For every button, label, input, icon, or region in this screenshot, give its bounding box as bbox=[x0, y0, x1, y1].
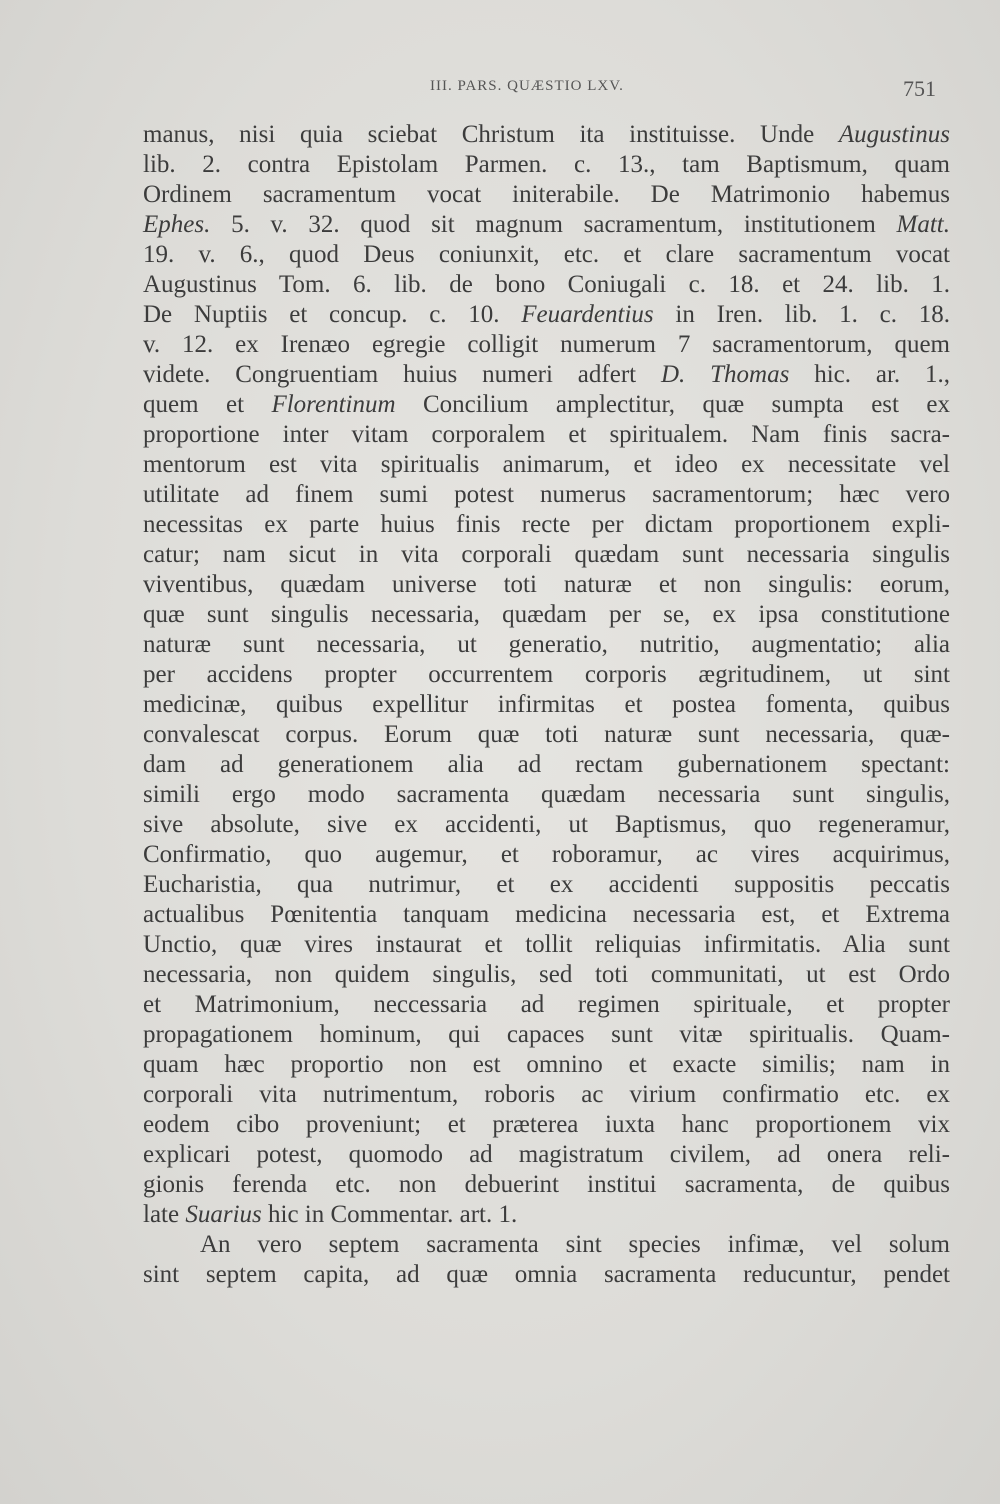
text-segment: late bbox=[143, 1201, 186, 1228]
text-segment: explicari potest, quomodo ad magistratum civilem, ad onera reli- bbox=[143, 1141, 950, 1168]
text-segment: sive absolute, sive ex accidenti, ut Baptismus, quo regeneramur, bbox=[143, 811, 950, 838]
italic-text: Augustinus bbox=[838, 121, 950, 148]
text-line bbox=[143, 750, 950, 780]
text-segment: videte. Congruentiam huius numeri adfert bbox=[143, 361, 661, 388]
text-line bbox=[143, 360, 950, 390]
italic-text: Ephes. bbox=[143, 211, 211, 238]
text-segment: Augustinus Tom. 6. lib. de bono Coniugali c. 18. et 24. lib. 1. bbox=[143, 271, 950, 298]
running-title: III. PARS. QUÆSTIO LXV. bbox=[430, 78, 624, 94]
text-segment: 5. v. 32. quod sit magnum sacramentum, institutionem bbox=[210, 211, 897, 238]
text-line bbox=[143, 1200, 950, 1230]
text-line bbox=[143, 960, 950, 990]
text-line bbox=[143, 1260, 950, 1290]
text-line bbox=[143, 1170, 950, 1200]
text-segment: gionis ferenda etc. non debuerint institui sacramenta, de quibus bbox=[143, 1171, 950, 1198]
text-line bbox=[143, 840, 950, 870]
text-segment: quam hæc proportio non est omnino et exacte similis; nam in bbox=[143, 1051, 950, 1078]
text-line bbox=[143, 990, 950, 1020]
text-segment: 19. v. 6., quod Deus coniunxit, etc. et clare sacramentum vocat bbox=[143, 241, 950, 268]
text-segment: quæ sunt singulis necessaria, quædam per se, ex ipsa constitutione bbox=[143, 601, 950, 628]
italic-text: D. Thomas bbox=[660, 361, 790, 388]
text-line bbox=[143, 930, 950, 960]
text-segment: lib. 2. contra Epistolam Parmen. c. 13., tam Baptismum, quam bbox=[143, 151, 950, 178]
text-line bbox=[143, 630, 950, 660]
text-segment: hic in Commentar. art. 1. bbox=[261, 1201, 518, 1228]
text-segment: viventibus, quædam universe toti naturæ et non singulis: eorum, bbox=[143, 571, 950, 598]
text-line bbox=[143, 480, 950, 510]
text-line bbox=[143, 330, 950, 360]
text-line bbox=[143, 780, 950, 810]
text-segment: Confirmatio, quo augemur, et roboramur, ac vires acquirimus, bbox=[143, 841, 950, 868]
text-line bbox=[143, 300, 950, 330]
text-segment: corporali vita nutrimentum, roboris ac virium confirmatio etc. ex bbox=[143, 1081, 950, 1108]
italic-text: Feuardentius bbox=[521, 301, 654, 328]
text-line bbox=[143, 870, 950, 900]
italic-text: Suarius bbox=[185, 1201, 262, 1228]
page-number: 751 bbox=[903, 76, 936, 101]
text-line bbox=[143, 390, 950, 420]
text-segment: An vero septem sacramenta sint species infimæ, vel solum bbox=[200, 1231, 950, 1258]
text-segment: necessitas ex parte huius finis recte per dictam proportionem expli- bbox=[143, 511, 950, 538]
text-segment: actualibus Pœnitentia tanquam medicina necessaria est, et Extrema bbox=[143, 901, 950, 928]
text-line bbox=[143, 540, 950, 570]
text-line bbox=[143, 1140, 950, 1170]
text-line bbox=[143, 510, 950, 540]
text-line bbox=[143, 1230, 950, 1260]
italic-text: Florentinum bbox=[271, 391, 396, 418]
text-line bbox=[143, 660, 950, 690]
text-segment: simili ergo modo sacramenta quædam necessaria sunt singulis, bbox=[143, 781, 950, 808]
text-segment: naturæ sunt necessaria, ut generatio, nutritio, augmentatio; alia bbox=[143, 631, 950, 658]
text-segment: utilitate ad finem sumi potest numerus sacramentorum; hæc vero bbox=[143, 481, 950, 508]
text-segment: De Nuptiis et concup. c. 10. bbox=[143, 301, 522, 328]
text-line bbox=[143, 810, 950, 840]
text-segment: mentorum est vita spiritualis animarum, et ideo ex necessitate vel bbox=[143, 451, 950, 478]
text-line bbox=[143, 450, 950, 480]
text-segment: et Matrimonium, neccessaria ad regimen spirituale, et propter bbox=[143, 991, 950, 1018]
text-segment: catur; nam sicut in vita corporali quædam sunt necessaria singulis bbox=[143, 541, 950, 568]
text-segment: propagationem hominum, qui capaces sunt vitæ spiritualis. Quam- bbox=[143, 1021, 950, 1048]
running-head bbox=[0, 76, 1000, 102]
italic-text: Matt. bbox=[896, 211, 950, 238]
text-line bbox=[143, 900, 950, 930]
text-segment: Ordinem sacramentum vocat initerabile. De Matrimonio habemus bbox=[143, 181, 950, 208]
text-segment: hic. ar. 1., bbox=[789, 361, 951, 388]
text-body bbox=[143, 120, 950, 1290]
text-line bbox=[143, 420, 950, 450]
text-line bbox=[143, 120, 950, 150]
text-segment: quem et bbox=[143, 391, 272, 418]
text-line bbox=[143, 270, 950, 300]
text-segment: Eucharistia, qua nutrimur, et ex accidenti suppositis peccatis bbox=[143, 871, 950, 898]
text-segment: per accidens propter occurrentem corporis ægritudinem, ut sint bbox=[143, 661, 950, 688]
text-line bbox=[143, 720, 950, 750]
text-line bbox=[143, 570, 950, 600]
text-line bbox=[143, 210, 950, 240]
text-segment: in Iren. lib. 1. c. 18. bbox=[653, 301, 950, 328]
text-segment: dam ad generationem alia ad rectam gubernationem spectant: bbox=[143, 751, 950, 778]
text-segment: sint septem capita, ad quæ omnia sacramenta reducuntur, pendet bbox=[143, 1261, 950, 1288]
text-segment: manus, nisi quia sciebat Christum ita instituisse. Unde bbox=[143, 121, 839, 148]
text-line bbox=[143, 1020, 950, 1050]
text-segment: necessaria, non quidem singulis, sed toti communitati, ut est Ordo bbox=[143, 961, 950, 988]
text-line bbox=[143, 240, 950, 270]
text-line bbox=[143, 180, 950, 210]
text-line bbox=[143, 1050, 950, 1080]
text-segment: Concilium amplectitur, quæ sumpta est ex bbox=[395, 391, 950, 418]
text-segment: v. 12. ex Irenæo egregie colligit numerum 7 sacramentorum, quem bbox=[143, 331, 950, 358]
text-line bbox=[143, 1110, 950, 1140]
text-line bbox=[143, 690, 950, 720]
text-line bbox=[143, 1080, 950, 1110]
text-segment: medicinæ, quibus expellitur infirmitas et postea fomenta, quibus bbox=[143, 691, 950, 718]
text-segment: eodem cibo proveniunt; et præterea iuxta hanc proportionem vix bbox=[143, 1111, 950, 1138]
text-line bbox=[143, 600, 950, 630]
text-segment: convalescat corpus. Eorum quæ toti naturæ sunt necessaria, quæ- bbox=[143, 721, 950, 748]
text-segment: Unctio, quæ vires instaurat et tollit reliquias infirmitatis. Alia sunt bbox=[143, 931, 950, 958]
text-line bbox=[143, 150, 950, 180]
text-segment: proportione inter vitam corporalem et spiritualem. Nam finis sacra- bbox=[143, 421, 950, 448]
